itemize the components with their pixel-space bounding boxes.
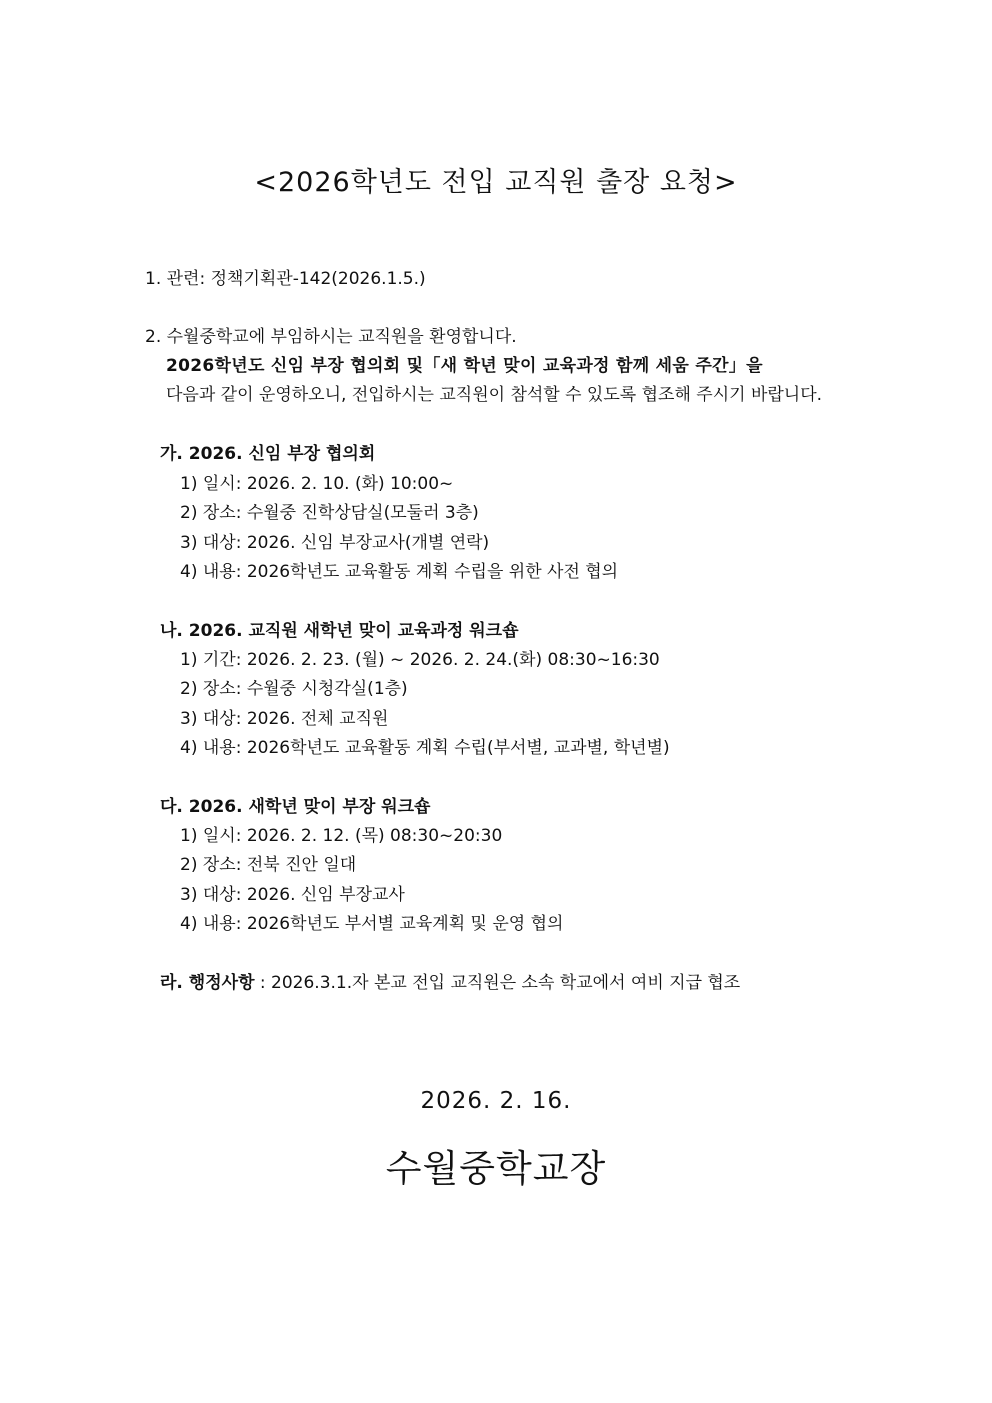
section-ga-item: 1) 일시: 2026. 2. 10. (화) 10:00~ [180, 474, 454, 494]
section-na-item: 4) 내용: 2026학년도 교육활동 계획 수립(부서별, 교과별, 학년별) [180, 738, 670, 758]
section-da-heading: 다. 2026. 새학년 맞이 부장 워크숍 [160, 797, 431, 817]
reference-line: 1. 관련: 정책기획관-142(2026.1.5.) [145, 269, 426, 289]
document-date: 2026. 2. 16. [420, 1088, 572, 1114]
section-ga-item: 3) 대상: 2026. 신임 부장교사(개별 연락) [180, 533, 490, 553]
request-line: 다음과 같이 운영하오니, 전입하시는 교직원이 참석할 수 있도록 협조해 주시기 바랍니다. [166, 385, 823, 405]
section-na-item: 3) 대상: 2026. 전체 교직원 [180, 709, 389, 729]
section-na-item: 1) 기간: 2026. 2. 23. (월) ~ 2026. 2. 24.(화) 08:30~16:30 [180, 650, 660, 670]
section-na-item: 2) 장소: 수월중 시청각실(1층) [180, 679, 408, 699]
document-title: <2026학년도 전입 교직원 출장 요청> [254, 167, 738, 198]
section-ga-item: 2) 장소: 수월중 진학상담실(모둘러 3층) [180, 503, 479, 523]
section-ga-heading: 가. 2026. 신임 부장 협의회 [160, 444, 376, 464]
section-ra-heading: 라. 행정사항 [160, 973, 255, 993]
section-ra-text: : 2026.3.1.자 본교 전입 교직원은 소속 학교에서 여비 지급 협조 [254, 973, 741, 993]
section-da-item: 4) 내용: 2026학년도 부서별 교육계획 및 운영 협의 [180, 914, 564, 934]
section-ga-item: 4) 내용: 2026학년도 교육활동 계획 수립을 위한 사전 협의 [180, 562, 619, 582]
section-da-item: 3) 대상: 2026. 신임 부장교사 [180, 885, 405, 905]
section-na-heading: 나. 2026. 교직원 새학년 맞이 교육과정 워크숍 [160, 621, 519, 641]
section-da-item: 1) 일시: 2026. 2. 12. (목) 08:30~20:30 [180, 826, 503, 846]
section-da-item: 2) 장소: 전북 진안 일대 [180, 855, 357, 875]
event-line: 2026학년도 신임 부장 협의회 및「새 학년 맞이 교육과정 함께 세움 주간」을 [166, 356, 763, 376]
welcome-line: 2. 수월중학교에 부임하시는 교직원을 환영합니다. [145, 327, 517, 347]
section-ra-line [160, 972, 740, 994]
signer-name: 수월중학교장 [385, 1147, 607, 1190]
